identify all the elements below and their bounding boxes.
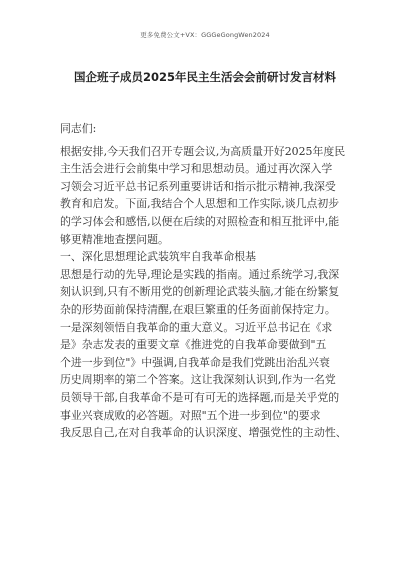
body-line: 刻认识到,只有不断用党的创新理论武装头脑,才能在纷繁复 (60, 285, 340, 299)
body-line: 一是深刻领悟自我革命的重大意义。习近平总书记在《求 (60, 320, 333, 334)
body-line: 事业兴衰成败的必答题。对照"五个进一步到位"的要求 (60, 408, 321, 422)
body-line: 主生活会进行会前集中学习和思想动员。通过再次深入学 (60, 162, 333, 176)
body-line: 够更精准地查摆问题。 (60, 232, 169, 246)
body-line: 教育和启发。下面,我结合个人思想和工作实际,谈几点初步 (60, 197, 340, 211)
body-line: 是》杂志发表的重要文章《推进党的自我革命要做到"五 (60, 338, 327, 352)
body-line: 我反思自己,在对自我革命的认识深度、增强党性的主动性、 (60, 426, 347, 440)
body-line: 个进一步到位"》中强调,自我革命是我们党跳出治乱兴衰 (60, 355, 330, 369)
body-line: 的学习体会和感悟,以便在后续的对照检查和相互批评中,能 (60, 214, 340, 228)
document-title: 国企班子成员2025年民主生活会会前研讨发言材料 (73, 70, 336, 84)
body-line: 历史周期率的第二个答案。这让我深刻认识到,作为一名党 (60, 373, 336, 387)
body-line: 根据安排,今天我们召开专题会议,为高质量开好2025年度民 (60, 144, 346, 158)
body-line: 员领导干部,自我革命不是可有可无的选择题,而是关乎党的 (60, 390, 340, 404)
body-line: 习领会习近平总书记系列重要讲话和指示批示精神,我深受 (60, 179, 336, 193)
header-note: 更多免费公文+VX：GGGeGongWen2024 (140, 31, 270, 39)
salutation: 同志们: (60, 122, 97, 135)
body-line: 杂的形势面前保持清醒,在艰巨繁重的任务面前保持定力。 (60, 302, 336, 316)
document-body (60, 120, 360, 442)
body-line: 思想是行动的先导,理论是实践的指南。通过系统学习,我深 (60, 267, 340, 281)
section-heading: 一、深化思想理论武装筑牢自我革命根基 (60, 250, 257, 264)
